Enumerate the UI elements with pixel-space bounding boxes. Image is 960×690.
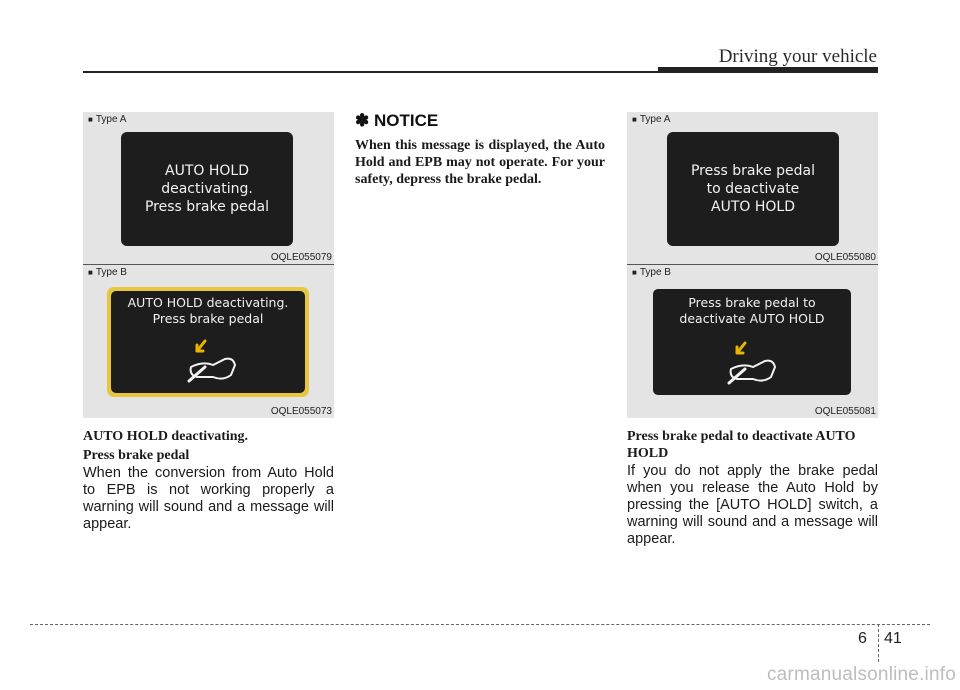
- square-marker-icon: ■: [632, 115, 637, 124]
- screen-line: Press brake pedal: [144, 199, 270, 216]
- screen-line: deactivating.: [161, 180, 253, 197]
- foot-on-brake-pedal-icon: [723, 339, 783, 389]
- figure-right-type-a: [627, 112, 878, 264]
- screen-line: Press brake pedal to: [688, 295, 816, 310]
- figure-left-type-a: [83, 112, 334, 264]
- caption-subtitle: Press brake pedal: [83, 448, 190, 463]
- square-marker-icon: ■: [88, 115, 93, 124]
- page-chapter: 6: [858, 630, 867, 647]
- footer-divider: [878, 624, 879, 662]
- screen-line: AUTO HOLD deactivating.: [127, 295, 289, 310]
- notice-body: When this message is displayed, the Auto Hold and EPB may not operate. For your safety, depress the brake pedal.: [355, 138, 605, 187]
- figure-code: OQLE055079: [270, 252, 332, 263]
- notice-heading: [355, 111, 438, 131]
- body-text: If you do not apply the brake pedal when you release the Auto Hold by pressing the [AUTO HOLD] switch, a warning will sound and a message will appear.: [627, 463, 878, 547]
- header-title: Driving your vehicle: [718, 46, 877, 67]
- figure-right-type-b: [627, 265, 878, 418]
- notice-heading-text: NOTICE: [373, 111, 439, 130]
- screen-line: AUTO HOLD: [711, 199, 795, 216]
- square-marker-icon: ■: [88, 268, 93, 277]
- foot-on-brake-pedal-icon: [183, 337, 243, 387]
- watermark[interactable]: carmanualsonline.info: [766, 664, 956, 685]
- screen-line: to deactivate: [706, 180, 800, 197]
- cluster-screen: [121, 132, 293, 246]
- figure-code: OQLE055073: [270, 406, 332, 417]
- figure-left-type-b: [83, 265, 334, 418]
- screen-line: Press brake pedal: [690, 162, 816, 179]
- type-label: ■ Type A: [632, 114, 671, 125]
- figure-code: OQLE055080: [814, 252, 876, 263]
- cluster-screen: [667, 132, 839, 246]
- body-text: When the conversion from Auto Hold to EPB is not working properly a warning will sound and a message will appear.: [83, 465, 334, 532]
- cluster-screen: [111, 291, 305, 393]
- screen-line: deactivate AUTO HOLD: [679, 311, 825, 327]
- type-label: ■ Type B: [632, 267, 671, 278]
- screen-line: Press brake pedal: [152, 311, 264, 327]
- footer-rule: [30, 624, 930, 625]
- type-label: ■ Type B: [88, 267, 127, 278]
- caption-title: Press brake pedal to deactivate AUTO HOLD: [627, 429, 856, 461]
- page-number: 41: [884, 630, 902, 647]
- notice-asterisk-icon: ✽: [355, 111, 370, 130]
- type-label: ■ Type A: [88, 114, 127, 125]
- square-marker-icon: ■: [632, 268, 637, 277]
- caption-title: AUTO HOLD deactivating.: [83, 429, 249, 444]
- screen-line: AUTO HOLD: [165, 162, 249, 179]
- figure-code: OQLE055081: [814, 406, 876, 417]
- header-rule-accent: [658, 67, 878, 73]
- cluster-screen: [653, 289, 851, 395]
